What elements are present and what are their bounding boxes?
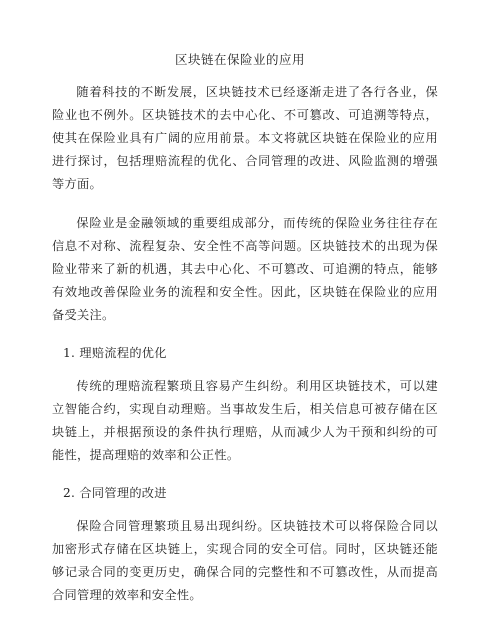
- document-title: 区块链在保险业的应用: [174, 52, 305, 67]
- document-body: [52, 81, 438, 623]
- section-text-claims: 传统的理赔流程繁琐且容易产生纠纷。利用区块链技术，可以建立智能合约，实现自动理赔。当事故发生后，相关信息可被存储在区块链上，并根据预设的条件执行理赔，从而减少人为干预和纠纷的可能性，提高理赔的效率和公正性。: [52, 379, 438, 462]
- section-text-contracts: 保险合同管理繁琐且易出现纠纷。区块链技术可以将保险合同以加密形式存储在区块链上，实现合同的安全可信。同时，区块链还能够记录合同的变更历史，确保合同的完整性和不可篡改性，从而提高合同管理的效率和安全性。: [52, 519, 438, 602]
- intro-paragraph-2: 保险业是金融领域的重要组成部分，而传统的保险业务往往存在信息不对称、流程复杂、安全性不高等问题。区块链技术的出现为保险业带来了新的机遇，其去中心化、不可篡改、可追溯的特点，能够有效地改善保险业务的流程和安全性。因此，区块链在保险业的应用备受关注。: [52, 216, 438, 322]
- intro-paragraph-1: 随着科技的不断发展，区块链技术已经逐渐走进了各行各业，保险业也不例外。区块链技术的去中心化、不可篡改、可追溯等特点，使其在保险业具有广阔的应用前景。本文将就区块链在保险业的应用进行探讨，包括理赔流程的优化、合同管理的改进、风险监测的增强等方面。: [52, 85, 438, 191]
- section-heading-contracts: 2. 合同管理的改进: [62, 486, 167, 500]
- section-heading-claims: 1. 理赔流程的优化: [62, 346, 167, 360]
